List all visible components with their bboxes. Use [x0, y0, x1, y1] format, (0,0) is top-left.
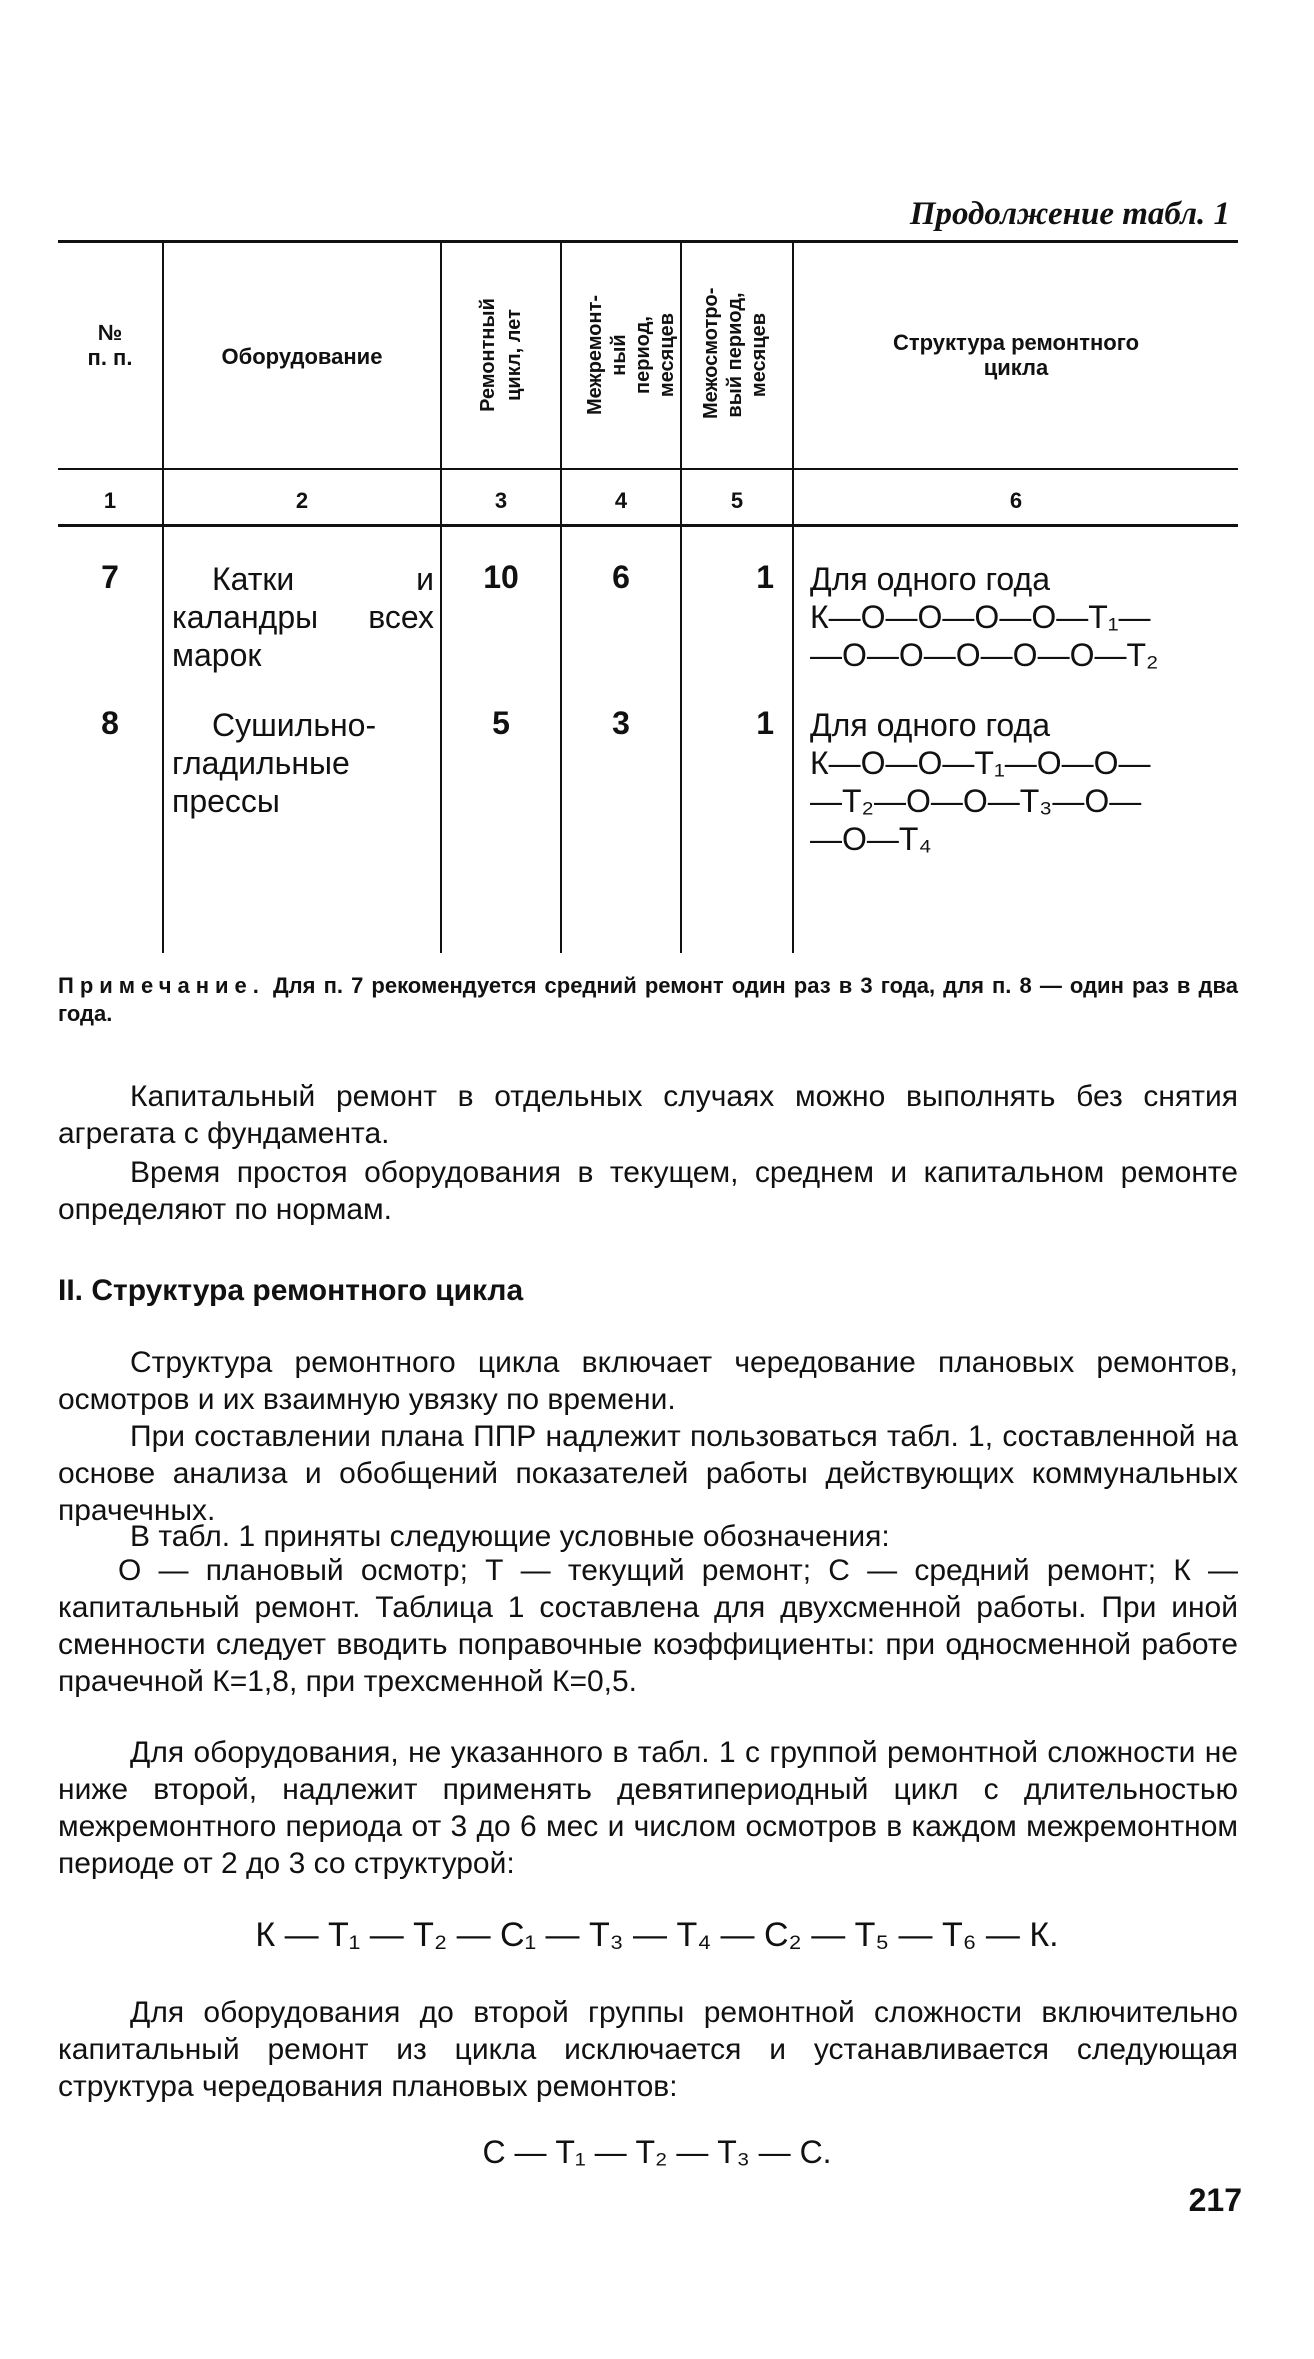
note-label: Примечание. [58, 973, 265, 998]
row7-cycle-years: 10 [483, 559, 519, 595]
section-heading: II. Структура ремонтного цикла [58, 1274, 524, 1307]
row7-structure-line1: Для одного года [810, 561, 1050, 597]
paragraph-ppr-plan: При составлении плана ППР надлежит пользоваться табл. 1, составленной на основе анализа и обобщений показателей работы действующих коммунальных прачечных. [58, 1420, 1238, 1527]
formula-nine-period: К — Т₁ — Т₂ — С₁ — Т₃ — Т₄ — С₂ — Т₅ — Т₆ — К. [255, 1916, 1059, 1954]
row7-interrepair: 6 [612, 559, 630, 595]
colnum-5: 5 [730, 488, 744, 513]
table-note [58, 972, 1238, 1028]
row8-no: 8 [101, 705, 119, 741]
row7-structure-line2: К—О—О—О—О—Т₁— [810, 599, 1151, 635]
table-top-rule [58, 240, 1238, 243]
row8-structure-line1: Для одного года [810, 707, 1050, 743]
row7-structure-line3: —О—О—О—О—О—Т₂ [810, 637, 1159, 673]
header-interrepair: Межремонт- ный период, месяцев [584, 294, 678, 415]
paragraph-downtime: Время простоя оборудования в текущем, среднем и капитальном ремонте определяют по нормам. [58, 1156, 1238, 1226]
header-bottom-rule [58, 468, 1238, 470]
colnum-bottom-rule [58, 524, 1238, 527]
header-cycle-years: Ремонтный цикл, лет [477, 298, 525, 412]
note-text: Для п. 7 рекомендуется средний ремонт один раз в 3 года, для п. 8 — один раз в два года. [58, 973, 1238, 1026]
paragraph-structure-def: Структура ремонтного цикла включает чередование плановых ремонтов, осмотров и их взаимную увязку по времени. [58, 1346, 1238, 1416]
colnum-3: 3 [494, 488, 508, 513]
header-structure: Структура ремонтного цикла [892, 330, 1140, 381]
col-divider-2 [440, 243, 442, 953]
page-number: 217 [1188, 2182, 1242, 2218]
row7-no: 7 [101, 559, 119, 595]
colnum-4: 4 [614, 488, 628, 513]
row8-cycle-years: 5 [492, 705, 510, 741]
formula-lower-group: С — Т₁ — Т₂ — Т₃ — С. [482, 2134, 832, 2170]
row8-equipment: Сушильно-гладильные прессы [172, 707, 377, 819]
row7-interinspection: 1 [756, 559, 774, 595]
table-continuation-caption: Продолжение табл. 1 [909, 196, 1230, 232]
colnum-2: 2 [295, 488, 309, 513]
paragraph-lower-group: Для оборудования до второй группы ремонтной сложности включительно капитальный ремонт из цикла исключается и устанавливается следующая структура чередования плановых ремонтов: [58, 1996, 1238, 2103]
row8-structure-line2: К—О—О—Т₁—О—О— [810, 745, 1151, 781]
col-divider-3 [560, 243, 562, 953]
colnum-1: 1 [103, 488, 117, 513]
row7-equipment: Катки и каландры всех марок [172, 561, 434, 673]
row8-interinspection: 1 [756, 705, 774, 741]
paragraph-capital-repair: Капитальный ремонт в отдельных случаях можно выполнять без снятия агрегата с фундамента. [58, 1080, 1238, 1150]
paragraph-legend: О — плановый осмотр; Т — текущий ремонт; С — средний ремонт; К — капитальный ремонт. Таблица 1 составлена для двухсменной работы. При иной сменности следует вводить поправочные коэффициенты: при односменной работе прачечной К=1,8, при трехсменной К=0,5. [58, 1554, 1238, 1698]
colnum-6: 6 [1009, 488, 1023, 513]
row8-structure-line4: —О—Т₄ [810, 821, 932, 857]
paragraph-nine-period: Для оборудования, не указанного в табл. 1 с группой ремонтной сложности не ниже второй, надлежит применять девятипериодный цикл с длительностью межремонтного периода от 3 до 6 мес и числом осмотров в каждом межремонтном периоде от 2 до 3 со структурой: [58, 1736, 1238, 1880]
header-no: № п. п. [87, 320, 133, 371]
header-interinspection: Межосмотро- вый период, месяцев [700, 287, 770, 419]
row8-interrepair: 3 [612, 705, 630, 741]
header-equipment: Оборудование [221, 344, 383, 369]
paragraph-legend-intro: В табл. 1 приняты следующие условные обозначения: [130, 1520, 890, 1553]
row8-structure-line3: —Т₂—О—О—Т₃—О— [810, 783, 1142, 819]
